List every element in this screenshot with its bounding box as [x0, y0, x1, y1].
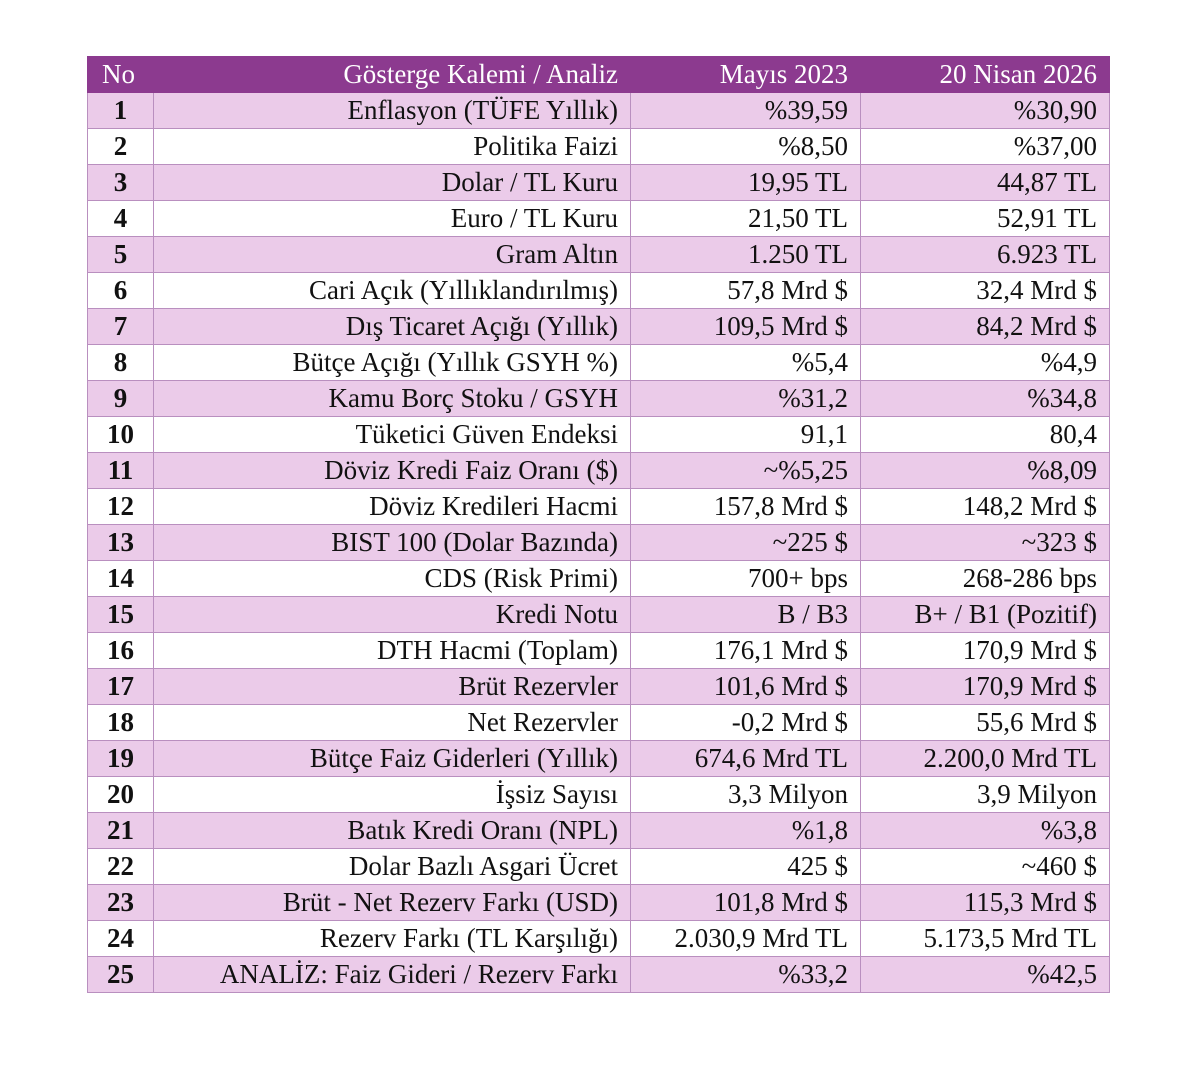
row-number: 22 [88, 849, 154, 885]
indicator-label: Batık Kredi Oranı (NPL) [154, 813, 631, 849]
value-apr-2026: 170,9 Mrd $ [861, 669, 1110, 705]
value-may-2023: ~%5,25 [631, 453, 861, 489]
indicator-label: Politika Faizi [154, 129, 631, 165]
table-row [88, 309, 1110, 345]
table-row [88, 417, 1110, 453]
indicator-label: Döviz Kredi Faiz Oranı ($) [154, 453, 631, 489]
value-may-2023: 57,8 Mrd $ [631, 273, 861, 309]
table-row [88, 741, 1110, 777]
value-may-2023: -0,2 Mrd $ [631, 705, 861, 741]
value-may-2023: %39,59 [631, 93, 861, 129]
table-row [88, 669, 1110, 705]
value-apr-2026: 148,2 Mrd $ [861, 489, 1110, 525]
table-row [88, 777, 1110, 813]
table-row [88, 489, 1110, 525]
value-may-2023: 157,8 Mrd $ [631, 489, 861, 525]
value-may-2023: ~225 $ [631, 525, 861, 561]
table-row [88, 201, 1110, 237]
value-apr-2026: 84,2 Mrd $ [861, 309, 1110, 345]
value-apr-2026: 32,4 Mrd $ [861, 273, 1110, 309]
table-row [88, 93, 1110, 129]
row-number: 25 [88, 957, 154, 993]
indicator-label: Kredi Notu [154, 597, 631, 633]
value-apr-2026: %34,8 [861, 381, 1110, 417]
value-may-2023: 3,3 Milyon [631, 777, 861, 813]
table-row [88, 129, 1110, 165]
value-apr-2026: %4,9 [861, 345, 1110, 381]
row-number: 9 [88, 381, 154, 417]
table-row [88, 381, 1110, 417]
indicator-label: Brüt Rezervler [154, 669, 631, 705]
value-apr-2026: 115,3 Mrd $ [861, 885, 1110, 921]
value-apr-2026: %37,00 [861, 129, 1110, 165]
row-number: 23 [88, 885, 154, 921]
table-body [88, 93, 1110, 993]
value-may-2023: 700+ bps [631, 561, 861, 597]
value-may-2023: 21,50 TL [631, 201, 861, 237]
value-may-2023: 91,1 [631, 417, 861, 453]
table-row [88, 885, 1110, 921]
header-may-2023: Mayıs 2023 [631, 57, 861, 93]
indicator-label: Dolar / TL Kuru [154, 165, 631, 201]
indicator-label: BIST 100 (Dolar Bazında) [154, 525, 631, 561]
value-apr-2026: 6.923 TL [861, 237, 1110, 273]
row-number: 14 [88, 561, 154, 597]
indicator-table [87, 56, 1110, 993]
value-apr-2026: %30,90 [861, 93, 1110, 129]
value-apr-2026: 170,9 Mrd $ [861, 633, 1110, 669]
row-number: 11 [88, 453, 154, 489]
indicator-label: Dış Ticaret Açığı (Yıllık) [154, 309, 631, 345]
indicator-label: Brüt - Net Rezerv Farkı (USD) [154, 885, 631, 921]
table-header [88, 57, 1110, 93]
value-may-2023: %5,4 [631, 345, 861, 381]
table-row [88, 597, 1110, 633]
row-number: 4 [88, 201, 154, 237]
table-row [88, 237, 1110, 273]
row-number: 7 [88, 309, 154, 345]
value-may-2023: 101,6 Mrd $ [631, 669, 861, 705]
value-may-2023: 2.030,9 Mrd TL [631, 921, 861, 957]
indicator-label: İşsiz Sayısı [154, 777, 631, 813]
value-may-2023: B / B3 [631, 597, 861, 633]
value-may-2023: 19,95 TL [631, 165, 861, 201]
indicator-label: CDS (Risk Primi) [154, 561, 631, 597]
value-apr-2026: 52,91 TL [861, 201, 1110, 237]
table-row [88, 921, 1110, 957]
indicator-label: Euro / TL Kuru [154, 201, 631, 237]
value-apr-2026: 2.200,0 Mrd TL [861, 741, 1110, 777]
value-may-2023: 101,8 Mrd $ [631, 885, 861, 921]
value-apr-2026: 5.173,5 Mrd TL [861, 921, 1110, 957]
row-number: 1 [88, 93, 154, 129]
row-number: 21 [88, 813, 154, 849]
value-apr-2026: 55,6 Mrd $ [861, 705, 1110, 741]
table-row [88, 525, 1110, 561]
indicator-table-container [87, 56, 1109, 993]
row-number: 2 [88, 129, 154, 165]
value-apr-2026: %8,09 [861, 453, 1110, 489]
row-number: 19 [88, 741, 154, 777]
indicator-label: Gram Altın [154, 237, 631, 273]
indicator-label: Bütçe Faiz Giderleri (Yıllık) [154, 741, 631, 777]
value-may-2023: 176,1 Mrd $ [631, 633, 861, 669]
value-may-2023: 1.250 TL [631, 237, 861, 273]
value-may-2023: 674,6 Mrd TL [631, 741, 861, 777]
indicator-label: Rezerv Farkı (TL Karşılığı) [154, 921, 631, 957]
row-number: 18 [88, 705, 154, 741]
value-apr-2026: %42,5 [861, 957, 1110, 993]
table-row [88, 957, 1110, 993]
value-may-2023: 425 $ [631, 849, 861, 885]
value-may-2023: 109,5 Mrd $ [631, 309, 861, 345]
indicator-label: Cari Açık (Yıllıklandırılmış) [154, 273, 631, 309]
table-row [88, 705, 1110, 741]
indicator-label: Tüketici Güven Endeksi [154, 417, 631, 453]
value-apr-2026: 3,9 Milyon [861, 777, 1110, 813]
table-row [88, 345, 1110, 381]
table-row [88, 165, 1110, 201]
header-row [88, 57, 1110, 93]
table-row [88, 561, 1110, 597]
header-indicator: Gösterge Kalemi / Analiz [154, 57, 631, 93]
row-number: 10 [88, 417, 154, 453]
value-apr-2026: 268-286 bps [861, 561, 1110, 597]
row-number: 16 [88, 633, 154, 669]
value-apr-2026: ~323 $ [861, 525, 1110, 561]
header-apr-2026: 20 Nisan 2026 [861, 57, 1110, 93]
indicator-label: Dolar Bazlı Asgari Ücret [154, 849, 631, 885]
indicator-label: Enflasyon (TÜFE Yıllık) [154, 93, 631, 129]
value-may-2023: %1,8 [631, 813, 861, 849]
row-number: 13 [88, 525, 154, 561]
table-row [88, 273, 1110, 309]
row-number: 5 [88, 237, 154, 273]
value-apr-2026: ~460 $ [861, 849, 1110, 885]
row-number: 6 [88, 273, 154, 309]
row-number: 24 [88, 921, 154, 957]
value-may-2023: %33,2 [631, 957, 861, 993]
indicator-label: Kamu Borç Stoku / GSYH [154, 381, 631, 417]
table-row [88, 633, 1110, 669]
value-apr-2026: B+ / B1 (Pozitif) [861, 597, 1110, 633]
table-row [88, 453, 1110, 489]
table-row [88, 813, 1110, 849]
row-number: 8 [88, 345, 154, 381]
table-row [88, 849, 1110, 885]
row-number: 20 [88, 777, 154, 813]
value-may-2023: %31,2 [631, 381, 861, 417]
row-number: 3 [88, 165, 154, 201]
indicator-label: Döviz Kredileri Hacmi [154, 489, 631, 525]
value-apr-2026: 44,87 TL [861, 165, 1110, 201]
value-apr-2026: %3,8 [861, 813, 1110, 849]
header-no: No [88, 57, 154, 93]
indicator-label: Net Rezervler [154, 705, 631, 741]
value-may-2023: %8,50 [631, 129, 861, 165]
indicator-label: Bütçe Açığı (Yıllık GSYH %) [154, 345, 631, 381]
indicator-label: DTH Hacmi (Toplam) [154, 633, 631, 669]
value-apr-2026: 80,4 [861, 417, 1110, 453]
indicator-label: ANALİZ: Faiz Gideri / Rezerv Farkı [154, 957, 631, 993]
row-number: 15 [88, 597, 154, 633]
row-number: 12 [88, 489, 154, 525]
row-number: 17 [88, 669, 154, 705]
